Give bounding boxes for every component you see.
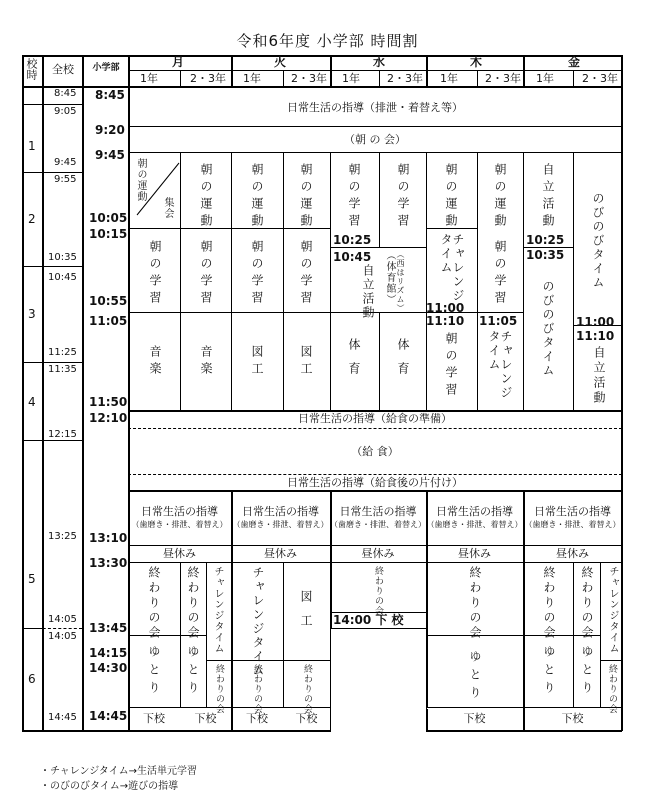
fri-time: 10:25 — [526, 233, 565, 247]
mon-assembly: 集会 — [162, 197, 173, 219]
time-label: 12:15 — [48, 429, 77, 440]
grade-header: 1年 — [243, 72, 261, 85]
thu-time: 11:00 — [426, 301, 465, 315]
thu-exercise: 朝の運動 — [493, 163, 507, 231]
time-label: 11:05 — [89, 314, 128, 328]
time-label: 13:10 — [89, 531, 128, 545]
page-title: 令和6年度 小学部 時間割 — [236, 32, 419, 50]
lunch-prep-banner: 日常生活の指導（給食の準備） — [298, 412, 452, 425]
fri-closing: 終わりの会 — [580, 566, 594, 641]
day-header-tue: 火 — [274, 55, 287, 69]
fri-nobinobi: のびのびタイム — [591, 192, 605, 290]
time-label: 14:45 — [89, 709, 128, 723]
morning-meeting-banner: （朝 の 会） — [344, 133, 406, 146]
grade-header: 2・3年 — [291, 72, 327, 85]
thu-time: 11:10 — [426, 314, 465, 328]
all-school-header: 全校 — [52, 63, 74, 76]
grade-header: 2・3年 — [387, 72, 423, 85]
daily-guidance-sub: （歯磨き・排泄、着替え） — [131, 520, 228, 529]
tue-challenge: チャレンジタイム — [251, 566, 265, 678]
time-label: 9:55 — [54, 174, 77, 185]
grade-header: 2・3年 — [485, 72, 521, 85]
day-header-thu: 木 — [470, 55, 483, 69]
mon-challenge: チャレンジタイム — [212, 566, 223, 654]
tue-study: 朝の学習 — [250, 240, 264, 308]
mon-study: 朝の学習 — [199, 240, 213, 308]
lunch-break: 昼休み — [163, 547, 196, 560]
tue-exercise: 朝の運動 — [299, 163, 313, 231]
grade-header: 1年 — [140, 72, 158, 85]
daily-guidance-title: 日常生活の指導 — [534, 505, 611, 518]
fri-self-activity: 自立活動 — [592, 346, 606, 406]
daily-guidance-sub: （歯磨き・排泄、着替え） — [330, 520, 426, 529]
thu-yutori: ゆとり — [468, 650, 482, 704]
grade-header: 2・3年 — [190, 72, 226, 85]
time-label: 9:05 — [54, 106, 77, 117]
thu-challenge: チャレンジタイム — [487, 330, 513, 400]
time-label: 10:45 — [48, 272, 77, 283]
thu-exercise: 朝の運動 — [444, 163, 458, 231]
daily-guidance-sub: （歯磨き・排泄、着替え） — [232, 520, 329, 529]
day-header-mon: 月 — [172, 55, 185, 69]
dismissal: 下校 — [246, 712, 268, 725]
grade-header: 1年 — [342, 72, 360, 85]
grade-header: 1年 — [440, 72, 458, 85]
wed-time: 10:45 — [333, 250, 372, 264]
period-number: 2 — [28, 212, 36, 226]
lunch-cleanup-banner: 日常生活の指導（給食後の片付け） — [287, 476, 463, 489]
wed-closing: 終わりの会 — [373, 566, 383, 616]
mon-study: 朝の学習 — [148, 240, 162, 308]
elementary-header: 小学部 — [92, 63, 120, 73]
time-label: 14:05 — [48, 631, 77, 642]
time-label: 13:25 — [48, 531, 77, 542]
thu-time: 11:05 — [479, 314, 518, 328]
time-label: 9:20 — [95, 123, 125, 137]
fri-yutori: ゆとり — [542, 645, 556, 699]
fri-self-activity: 自立活動 — [541, 163, 555, 231]
fri-closing: 終わりの会 — [542, 566, 556, 641]
grade-header: 1年 — [536, 72, 554, 85]
time-label: 13:30 — [89, 556, 128, 570]
wed-pe: 体育 — [347, 338, 361, 386]
lunch-break: 昼休み — [264, 547, 297, 560]
grade-header: 2・3年 — [582, 72, 618, 85]
fri-time: 11:00 — [576, 315, 615, 329]
time-label: 11:25 — [48, 347, 77, 358]
fri-closing-small: 終わりの会 — [607, 664, 617, 714]
dismissal: 下校 — [463, 712, 486, 725]
mon-yutori: ゆとり — [186, 645, 200, 699]
period-number: 5 — [28, 572, 36, 586]
time-label: 10:15 — [89, 227, 128, 241]
wed-self-activity: 自立活動 — [361, 264, 375, 320]
fri-time: 11:10 — [576, 329, 615, 343]
dismissal: 下校 — [295, 712, 318, 725]
mon-exercise: 朝の運動 — [199, 163, 213, 231]
period-header: 校時 — [25, 58, 38, 80]
footnote: ・チャレンジタイム→生活単元学習 — [40, 766, 197, 777]
day-header-fri: 金 — [568, 55, 581, 69]
time-label: 14:15 — [89, 646, 128, 660]
period-number: 3 — [28, 307, 36, 321]
lunch-banner: （給 食） — [351, 445, 399, 458]
mon-yutori: ゆとり — [147, 645, 161, 699]
tue-art: 図工 — [299, 590, 313, 638]
wed-pe: 体育 — [396, 338, 410, 386]
time-label: 8:45 — [54, 88, 77, 99]
mon-music: 音楽 — [199, 345, 213, 379]
dismissal: 下校 — [561, 712, 584, 725]
time-label: 9:45 — [95, 148, 125, 162]
daily-guidance-title: 日常生活の指導 — [141, 505, 218, 518]
wed-time: 10:25 — [333, 233, 372, 247]
time-label: 13:45 — [89, 621, 128, 635]
daily-guidance-sub: （歯磨き・排泄、着替え） — [524, 520, 621, 529]
time-label: 9:45 — [54, 157, 77, 168]
thu-closing: 終わりの会 — [468, 566, 482, 641]
tue-art: 図工 — [299, 345, 313, 379]
mon-closing: 終わりの会 — [186, 566, 200, 641]
wed-study: 朝の学習 — [347, 163, 361, 231]
wed-rhythm: （西はリズム） — [396, 250, 405, 313]
wed-gym: （体育館） — [384, 250, 395, 305]
mon-closing: 終わりの会 — [147, 566, 161, 641]
tue-closing: 終わりの会 — [252, 664, 262, 714]
daily-guidance-banner: 日常生活の指導（排泄・着替え等） — [287, 101, 463, 114]
time-label: 10:55 — [89, 294, 128, 308]
tue-exercise: 朝の運動 — [250, 163, 264, 231]
wed-dismissal: 14:00 下 校 — [333, 613, 404, 627]
period-number: 4 — [28, 395, 36, 409]
time-label: 14:45 — [48, 712, 77, 723]
mon-music: 音楽 — [148, 345, 162, 379]
time-label: 12:10 — [89, 411, 128, 425]
daily-guidance-title: 日常生活の指導 — [242, 505, 319, 518]
fri-time: 10:35 — [526, 248, 565, 262]
time-label: 14:05 — [48, 614, 77, 625]
daily-guidance-title: 日常生活の指導 — [436, 505, 513, 518]
daily-guidance-title: 日常生活の指導 — [339, 505, 417, 518]
period-number: 6 — [28, 672, 36, 686]
day-header-wed: 水 — [373, 55, 386, 69]
lunch-break: 昼休み — [361, 547, 395, 560]
time-label: 10:05 — [89, 211, 128, 225]
wed-study: 朝の学習 — [396, 163, 410, 231]
mon-exercise: 朝の運動 — [135, 158, 146, 202]
fri-nobinobi: のびのびタイム — [541, 280, 555, 378]
period-number: 1 — [28, 139, 36, 153]
lunch-break: 昼休み — [458, 547, 491, 560]
time-label: 11:35 — [48, 364, 77, 375]
footnote: ・のびのびタイム→遊びの指導 — [40, 781, 179, 792]
thu-study: 朝の学習 — [493, 240, 507, 308]
thu-challenge: チャレンジタイム — [439, 233, 465, 303]
dismissal: 下校 — [143, 712, 165, 725]
time-label: 10:35 — [48, 252, 77, 263]
lunch-break: 昼休み — [556, 547, 589, 560]
tue-closing: 終わりの会 — [302, 664, 312, 714]
time-label: 8:45 — [95, 88, 125, 102]
tue-study: 朝の学習 — [299, 240, 313, 308]
tue-art: 図工 — [250, 345, 264, 379]
daily-guidance-sub: （歯磨き・排泄、着替え） — [426, 520, 523, 529]
thu-study: 朝の学習 — [444, 332, 458, 400]
fri-yutori: ゆとり — [580, 645, 594, 699]
time-label: 14:30 — [89, 661, 128, 675]
time-label: 11:50 — [89, 395, 128, 409]
dismissal: 下校 — [194, 712, 217, 725]
mon-closing-small: 終わりの会 — [214, 664, 224, 714]
fri-challenge: チャレンジタイム — [607, 566, 618, 654]
